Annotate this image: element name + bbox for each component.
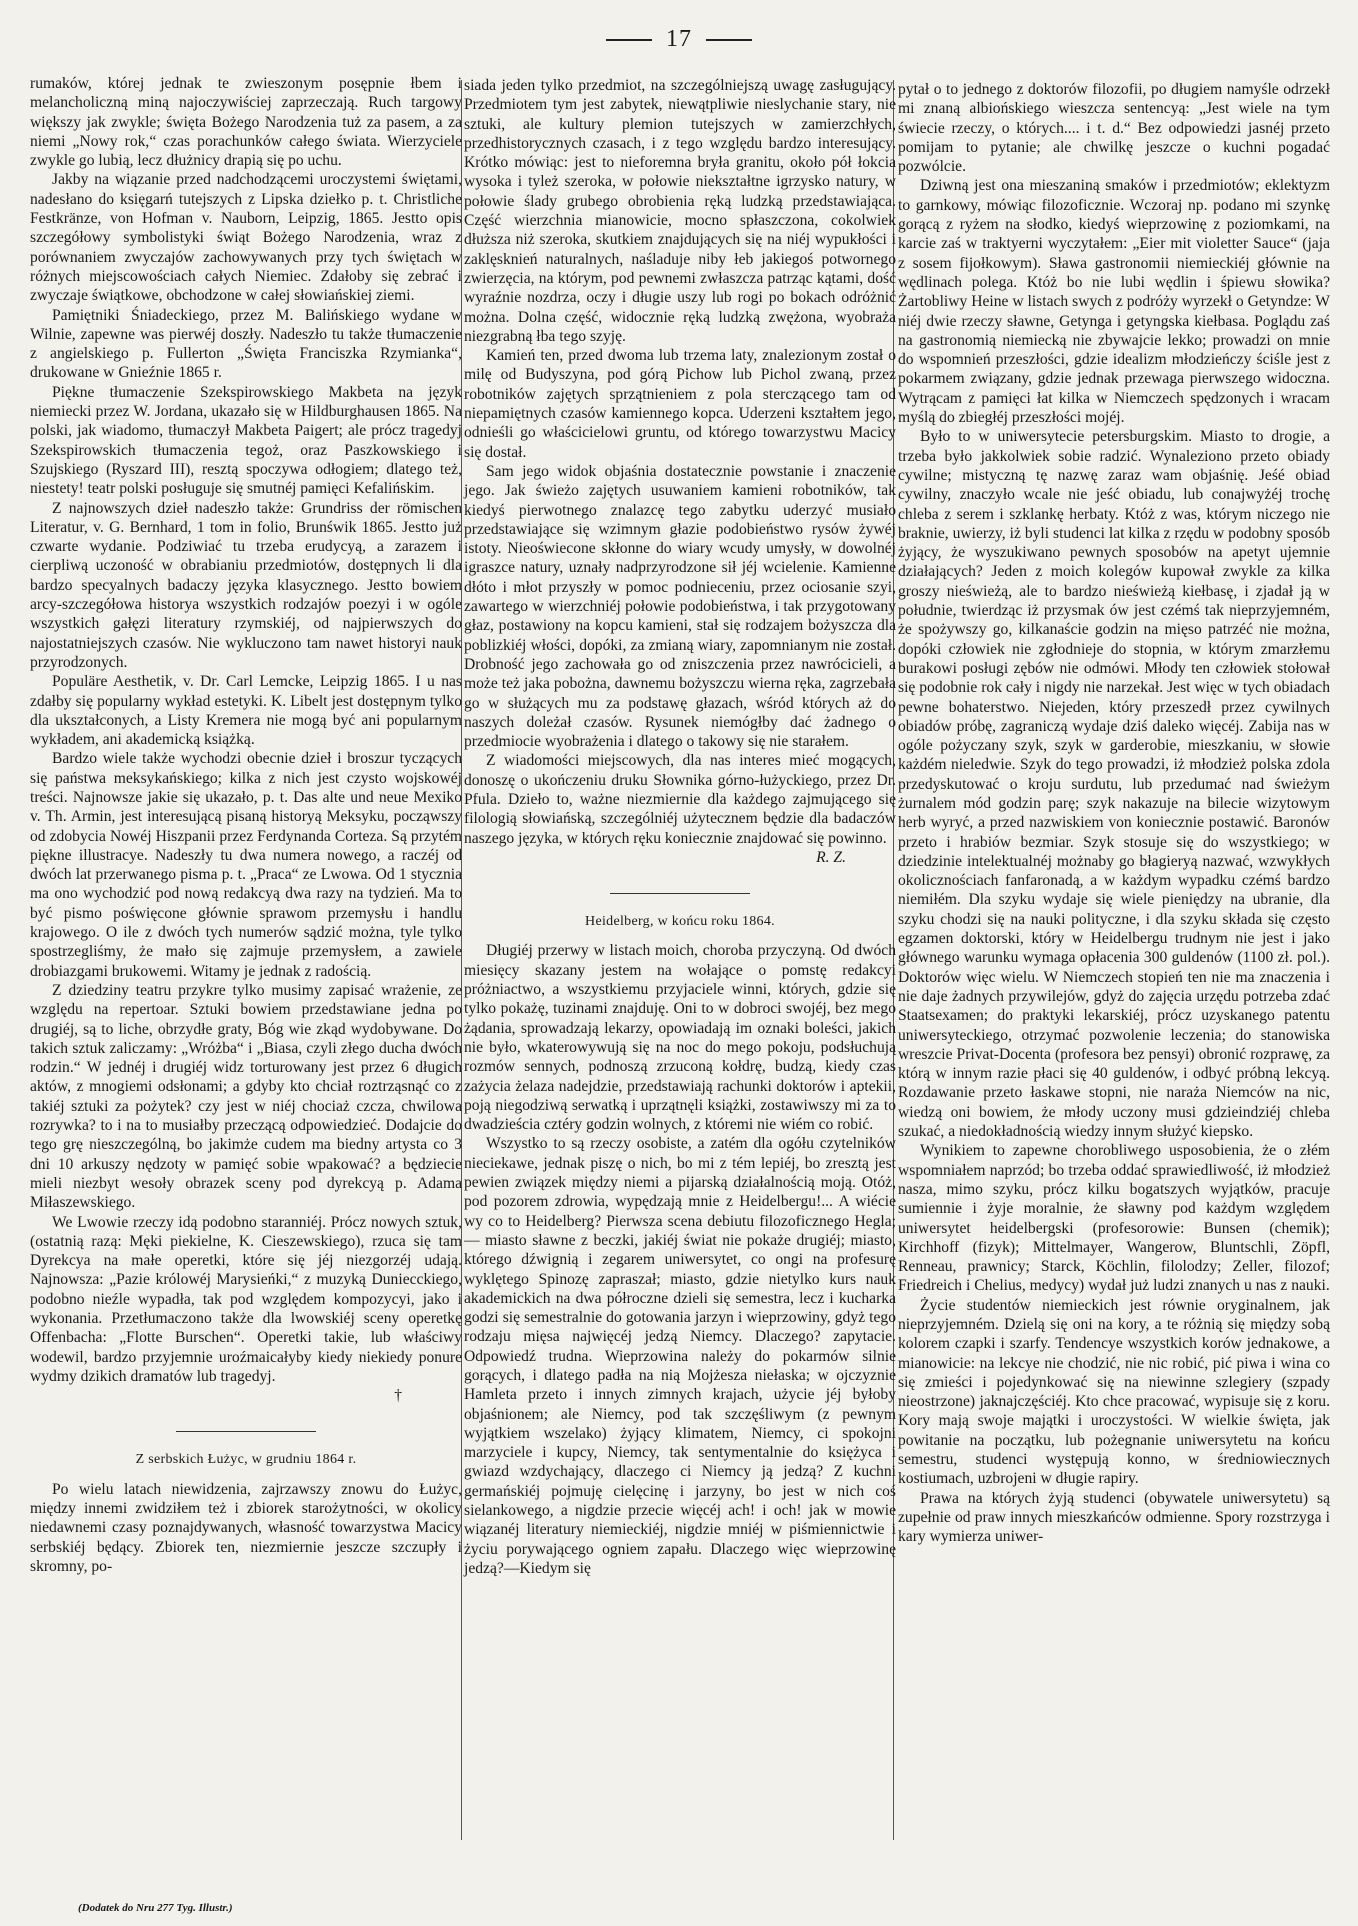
author-signature: R. Z. [816, 848, 846, 866]
page-number-header [0, 26, 1358, 53]
paragraph: siada jeden tylko przedmiot, na szczególniejszą uwagę zasługujący. Przedmiotem tym jest zabytek, niewątpliwie nieslychanie stary, nie sztuki, ale kultury plemion tutejszych w zamierzchłych, przedhistorycznych czasach, i z tego względu bardzo interesujący. Krótko mówiąc: jest to nieforemna bryła granitu, około pół łokcia wysoka i tyleż szeroka, w połowie niekształtne igrzysko natury, w połowie ślady grubego obrobienia ręką ludzką przedstawiająca. Część wierzchnia mianowicie, mocno spłaszczona, cokolwiek dłuższa niż szeroka, skutkiem znajdujących się na niéj wypukłości i zaklęsknień naturalnych, naśladuje niby łeb jakiegoś potwornego zwierzęcia, na którym, pod pewnemi zwłaszcza patrząc kątami, dość wyraźnie nozdrza, oczy i długie uszy lub rogi po bokach odróżnić można. Dolna część, widocznie ręką ludzką zwężona, wyobraża niezgrabną łba tego szyję. [464, 77, 896, 345]
paragraph: Kamień ten, przed dwoma lub trzema laty, znalezionym został o milę od Budyszyna, pod górą Pichow lub Pichol zwaną, przez robotników zajętych sprzątnieniem z pola sterczącego tam od niepamiętnych czasów kamiennego kopca. Uderzeni kształtem jego, odnieśli go właścicielowi gruntu, od którego towarzystwu Macicy się dostał. [464, 347, 896, 461]
paragraph: Bardzo wiele także wychodzi obecnie dzieł i broszur tyczących się państwa meksykańskiego; kilka z nich jest czysto wojskowéj treści. Najnowsze jakie się ukazało, p. t. Das alte und neue Mexiko v. Th. Armin, jest interesującą pisaną historyą Meksyku, począwszy od zdobycia Nowéj Hiszpanii przez Ferdynanda Corteza. Są przytém piękne illustracye. Nadeszły tu dwa numera nowego, a raczéj od dwóch lat przerwanego pisma p. t. „Praca“ ze Lwowa. Od 1 stycznia ma ono wychodzić pod nową redakcyą dwa razy na tydzień. Ma to być pismo poświęcone głównie sprawom przemysłu i handlu krajowego. O ile z dwóch tych numerów sądzić można, tyle tylko spostrzegliśmy, że mało się zajmuje przemysłem, a zawiele drobiazgami brukowemi. Witamy je jednak z radością. [30, 750, 462, 980]
paragraph: Życie studentów niemieckich jest równie oryginalnem, jak nieprzyjemném. Dzielą się oni na kory, a te różnią się między sobą kolorem czapki i szarfy. Tendencye wszystkich korów jednakowe, a mianowicie: na lekcye nie chodzić, nie nic robić, pić piwa i wina co się zmieści i pojedynkować się na niewinne szlegiery (szpady nieostrzone) jaknajczęściéj. Kto chce pracować, wypisuje się z koru. Kory mają swoje majątki i uroczystości. W wielkie święta, jak powitanie na początku, lub pożegnanie uniwersytetu na końcu semestru, studenci występują konno, w średniowiecznych kostiumach, uzbrojeni w długie rapiry. [898, 1296, 1330, 1488]
paragraph: Sam jego widok objaśnia dostatecznie powstanie i znaczenie jego. Jak świeżo zajętych usuwaniem kamieni robotników, tak kiedyś pierwotnego znalazcę tego zabytku uderzyć musiało przedstawiające się wzimnym głazie podobieństwo rysów żywéj istoty. Nieoświecone skłonne do wiary wcudy umysły, w dowolnéj igraszce natury, uznały nadprzyrodzone sił jéj wcielenie. Kamienne dłóto i młot przyszły w pomoc podnieceniu, przez ociosanie szyi, zawartego w wierzchniéj połowie podobieństwa, i tak przygotowany głaz, postawiony na kopcu kamieni, stał się rodzajem bożyszcza dla poblizkiéj włości, dopóki, za zmianą wiary, zapomnianym nie został. Drobność jego zachowała go od zniszczenia przez nawrócicieli, a może też jaka pobożna, dawnemu bożyszczu wierna ręka, zagrzebała go w służących mu za podstawę głazach, wśród których aż do naszych doleżał czasów. Rysunek niemógłby dać żadnego o przedmiocie wyobrażenia i dlatego o takowy się nie starałem. [464, 462, 896, 751]
signature-cross: † [394, 1387, 402, 1405]
column-2 [464, 76, 896, 1578]
paragraph: Z dziedziny teatru przykre tylko musimy zapisać wrażenie, ze względu na repertoar. Sztuki bowiem przedstawiane jedna po drugiéj, są to liche, obrzydłe graty, Bóg wie zkąd wydobywane. Do takich sztuk zaliczamy: „Wróżba“ i „Biasa, czyli złego ducha dwóch rodzin.“ W jednéj i drugiéj widz torturowany jest przez 6 długich aktów, z mnogiemi odsłonami; a gdyby kto chciał roztrząsnąć co z takiéj sztuki za pożytek? czy jest w niéj chociaż czcza, chwilowa rozrywka? to i na to musiałby przeczącą odpowiedzieć. Dodajcie do tego grę nieszczególną, bo jakimże cudem ma biedny artysta co 3 dni 10 arkuszy nędzoty w pamięć sobie wpakować? a będzieciе mieli niezbyt wesoły obrazek sceny pod dyrekcyą p. Adama Miłaszewskiego. [30, 981, 462, 1212]
section-rule [176, 1431, 316, 1432]
paragraph: rumaków, której jednak te zwieszonym posępnie łbem i melancholiczną miną najoczywiściej zaprzeczają. Ruch targowy większy jak zwykle; święta Bożego Narodzenia tuż za pasem, a za niemi „Nowy rok,“ czas porachunków całego świata. Wierzyciele zwykle go lubią, lecz dłużnicy drapią się po uchu. [30, 75, 462, 170]
section-heading: Z serbskich Łużyc, w grudniu 1864 r. [135, 1452, 357, 1468]
column-1 [30, 74, 462, 1576]
paragraph: Po wielu latach niewidzenia, zajrzawszy znowu do Łużyc, między innemi zwidziłem też i zbiorek starożytności, w okolicy niedawnemi czasy poznajdywanych, własność towarzystwa Macicy serbskiéj będący. Zbiorek ten, niezmiernie jeszcze szczupły i skromny, po- [30, 1480, 462, 1575]
paragraph: Z wiadomości miejscowych, dla nas interes mieć mogących, donoszę o ukończeniu druku Słownika górno-łużyckiego, przez Dr. Pfula. Dzieło to, ważne niezmiernie dla każdego zajmującego się filologią słowiańską, szczególniéj użytecznem będzie dla badaczów naszego języka, w których ręku koniecznie znajdować się powinno. [464, 752, 896, 847]
header-rule-left [606, 39, 652, 41]
paragraph: Dziwną jest ona mieszaniną smaków i przedmiotów; eklektyzm to garnkowy, mówiąc filozoficznie. Wczoraj np. podano mi szynkę gorącą z ryżem na słodko, kiedyś wieprzowinę z poziomkami, na karcie zaś w traktyerni wyczytałem: „Eier mit violetter Sauce“ (jaja z sosem fijołkowym). Sława gastronomii niemieckiéj głównie na wędlinach polega. Któż bo nie lubi wędlin i śpiewu słowika? Żartobliwy Heine w listach swych z podróży wyrzekł o Getyndze: W niéj dwie rzeczy sławne, Getynga i getyngska kiełbasa. Poglądu zaś na gastronomią niemiecką nie zbywajcie lekko; prowadzi on mnie do wspomnień przeszłości, gdzie idealizm młodzieńczy ściśle jest z pokarmem związany, gdzie jednak przewaga pierwszego widoczna. Wytrącam z pamięci łat kilka w Niemczech spędzonych i wracam myślą do zbiegłéj przeszłości mojéj. [898, 177, 1330, 427]
section-rule [610, 893, 750, 894]
page-footer-note: (Dodatek do Nru 277 Tyg. Illustr.) [78, 1902, 233, 1914]
paragraph: Z najnowszych dzieł nadeszło także: Grundriss der römischen Literatur, v. G. Bernhard, 1 tom in folio, Brunświk 1865. Jestto już czwarte wydanie. Podziwiać tu trzeba erudycyą, a zarazem i cierpliwą uczoność w obrabianiu przedmiotów, dostępnych li dla bardzo specyalnych badaczy języka klasycznego. Jestto bowiem arcy-szczegółowa historya wszystkich rodzajów poezyi i w ogóle wszystkich gałęzi literatury rzymskiéj, od najpierwszych do najostatniejszych czasów. Nie wykluczono tam nawet historyi nauk przyrodzonych. [30, 499, 462, 671]
paragraph: Pamiętniki Śniadeckiego, przez M. Balińskiego wydane w Wilnie, zapewne was pierwéj doszły. Nadeszło tu także tłumaczenie z angielskiego p. Fullerton „Święta Franciszka Rzymianka“, drukowane w Gnieźnie 1865 r. [30, 306, 462, 382]
section-heading: Heidelberg, w końcu roku 1864. [585, 914, 775, 930]
paragraph: Populäre Aesthetik, v. Dr. Carl Lemcke, Leipzig 1865. I u nas zdałby się popularny wykład estetyki. K. Libelt jest dostępnym tylko dla ukształconych, a Listy Kremera nie mogą być ani popularnym wykładem, ani akademicką książką. [30, 673, 462, 749]
paragraph: pytał o to jednego z doktorów filozofii, po długiem namyśle odrzekł mi znaną albiońskiego wieszcza sentencyą: „Jest wiele na tym świecie rzeczy, o których.... i t. d.“ Bez odpowiedzi jasnéj przeto pomijam to pytanie; ale chwilkę jeszcze o kuchni pogadać pozwólcie. [898, 81, 1330, 176]
paragraph: Wszystko to są rzeczy osobiste, a zatém dla ogółu czytelników nieciekawe, jednak piszę o nich, bo mi z tém lepiéj, bo zresztą jest pewien związek między niemi a pijarską działalnością moją. Otóż, pod pozorem zdrowia, wypędzają mnie z Heidelbergu!... A wiécie wy co to Heidelberg? Pierwsza scena debiutu filozoficznego Hegla; — miasto sławne z beczki, jakiéj świat nie pokaże drugiéj; miasto, którego dźwignią i zegarem uniwersytet, co ongi na profesurę wyklętego Spinozę zapraszał; miasto, gdzie nietylko kurs nauk akademickich na dwa półroczne dzieli się semestra, lecz i kucharka godzi się semestralnie do gotowania jarzyn i wieprzowiny, gdyż tego rodzaju mięsa najwięcéj jedzą Niemcy. Dlaczego? zapytacie. Odpowiedź trudna. Wieprzowina należy do pokarmów silnie gorących, i dlatego padła na nią Mojżesza niełaska; w ojczyznie Hamleta przeto i innych zimnych krajach, użycie jéj byłoby objaśnionem; ale Niemcy, pod tak szczęśliwym (z pewnym wyjątkiem wszelako) żyjący klimatem, Niemcy, ci spokojni marzyciele i kupcy, Niemcy, tak sentymentalnie do księżyca i gwiazd wzdychający, dlaczego ci Niemcy ją jedzą? Z kuchni germańskiéj pojmuję cielęcinę i jarzyny, bo jest w nich coś sielankowego, a nigdzie przecie więcéj ach! i och! jak w mowie wiązanéj literatury niemieckiéj, nigdzie mniéj w piśmiennictwie i życiu porywającego ogniem zapału. Dlaczego więc wieprzowinę jedzą?—Kiedym się [464, 1135, 896, 1577]
header-rule-right [706, 39, 752, 41]
paragraph: We Lwowie rzeczy idą podobno staranniéj. Prócz nowych sztuk, (ostatnią razą: Męki piekielne, K. Cieszewskiego), rzuca się tam Dyrekcya na małe operetki, które się jéj niezgorzéj udają. Najnowsza: „Pazie królowéj Marysieńki,“ z muzyką Duniecckiego, podobno nieźle wypadła, tak pod względem kompozycyi, jako i wykonania. Przetłumaczono także dla lwowskiéj sceny operetkę Offenbacha: „Flotte Burschen“. Operetki takie, lub właściwy wodewil, bardzo przyjemnie uroźmaicałyby kiedy niekiedy ponure wydmy dzikich dramatów lub tragedyj. [30, 1213, 462, 1385]
paragraph: Wynikiem to zapewne chorobliwego usposobienia, że o złém wspomniałem naprzód; bo trzeba oddać sprawiedliwość, iż młodzież nasza, mimo szyku, prócz kilku bogatszych wyjątków, pracuje sumiennie i żyje moralnie, że sławny pod każdym względem uniwersytet heidelbergski (profesorowie: Bunsen (chemik); Kirchhoff (fizyk); Mittelmayer, Wangerow, Bluntschli, Zöpfl, Renneau, prawnicy; Starck, Köchlin, filolodzy; Zeller, filozof; Friedreich i Chelius, medycy) wydał już ludzi znanych u nas z nauki. [898, 1142, 1330, 1295]
paragraph: Piękne tłumaczenie Szekspirowskiego Makbeta na język niemiecki przez W. Jordana, ukazało się w Hildburghausen 1865. Na polski, jak wiadomo, tłumaczył Makbeta Paigert; ale prócz tragedyj Szekspirowskich tłumaczenia tegoż, oraz Paszkowskiego i Szujskiego (Ryszard III), resztą spoczywa odłogiem; dlatego też, niestety! teatr polski posługuje się smutnéj pamięci Kefalińskim. [30, 383, 462, 498]
paragraph: Jakby na wiązanie przed nadchodzącemi uroczystemi świętami, nadesłano do księgarń tutejszych z Lipska dziełko p. t. Christliche Festkränze, von Hofman v. Nauborn, Leipzig, 1865. Jestto opis szczegółowy symbolistyki świąt Bożego Narodzenia, wraz z porównaniem zwyczajów zachowywanych przy tych świętach w różnych miejscowościach całych Niemiec. Zdałoby się zebrać i zwyczaje świątkowe, obchodzone w całej słowiańskiej ziemi. [30, 171, 462, 305]
column-3 [898, 80, 1330, 1547]
paragraph: Długiéj przerwy w listach moich, choroba przyczyną. Od dwóch miesięcy skazany jestem na wołające o pomstę redakcyi próżniactwo, a wszystkiemu przyjaciele winni, których, gdzie się tylko pokażę, tuzinami znajduję. Oni to w dobroci swojéj, bez mego żądania, sprowadzają lekarzy, opowiadają im oznaki boleści, jakich nie było, wkaterowywują się na noc do mego pokoju, podsłuchują rozmów sennych, podnoszą zrzuconą kołdrę, budzą, kiedy czas zażycia żelaza nadejdzie, przedstawiają rachunki doktorów i aptekii, poją niegodziwą serwatką i uprzątnęli książki, zostawiwszy mi za to dwadzieścia cztéry godzin wolnych, z któremi nie wiém co robić. [464, 942, 896, 1134]
page-number: 17 [666, 26, 692, 52]
paragraph: Było to w uniwersytecie petersburgskim. Miasto to drogie, a trzeba było jakkolwiek sobie radzić. Wynaleziono przeto obiady cywilne; mistyczną tę nazwę zaraz wam objaśnię. Jeśé obiad cywilny, znaczyło wcale nie jeść obiadu, lub conajwyżéj trochę chleba z serem i szklankę herbaty. Któż z was, którym niczego nie braknie, uwierzy, iż byli studenci lat kilka z rzędu w podobny sposób żyjący, że wyszukiwano pewnych sposobów na apetyt ujemnie działających? Jeden z moich kolegów kupował zwykle za kilka groszy nieświeżą, ale to bardzo nieświeżą kiełbasę, i zjadał ją w południe, twierdząc iż przysmak ów jest czémś tak nieprzyjemném, że spożywszy go, kilkanaście godzin na mięso patrzéć nie można, dopóki człowiek nie zgłodnieje do stopnia, w którym zmarzłemu burakowi posługi zębów nie odmówi. Młody ten człowiek stołował się podobnie rok cały i nigdy nie narzekał. Jest więc w tych obiadach pewne bohaterstwo. Niejeden, który przeszedł przez cywilnych obiadów próbę, zagraniczą wydaje dziś daleko więcéj. Zabija nas w ogóle pożyczany szyk, szyk w garderobie, mieszkaniu, w słowie każdém nieledwie. Szyk do tego prowadzi, iż młodzież polska zdola przedyskutować o kroju surdutu, lub przedumać nad świeżym żurnalem mód godzin parę; szyk nakazuje na bilecie wizytowym herb wyryć, a przed nazwiskiem von koniecznie postawić. Baronów przeto i hrabiów bezmiar. Szyk stosuje się do wszystkiego; w dziedzinie intelektualnéj możnaby go błagieryą nazwać, wzwykłych okolicznościach fanfaronadą, a w każdym wypadku czémś bardzo niemiłém. Dla szyku wydaje się wiele pieniędzy na ubranie, dla szyku chodzi się na nauki polityczne, i dla szyku składa się często egzamen doktorski, który w Heidelbergu trudnym nie jest i jako głównego warunku wymaga opłacenia 300 guldenów (1100 zł. pol.). Doktorów więc wielu. W Niemczech stopień ten nie ma znaczenia i nie daje żadnych przywilejów, gdyż do zajęcia urzędu potrzeba zdać Staatsexamen; do praktyki lekarskiéj, prócz uzyskanego patentu uniwersyteckiego, otrzymać pozwolenie leczenia; do stanowiska wreszcie Privat-Docenta (profesora bez pensyi) obronić rozprawę, za którą w innym razie płaci się 40 guldenów, i odbyć próbną lekcyą. Rozdawanie przeto łaskawe stopni, nie naraża Niemców na nic, wiedzą oni bowiem, że młody uczony musi gdzieindziéj chleba szukać, a niedokładnością wiedzy innym służyć kiepsko. [898, 428, 1330, 1141]
paragraph: Prawa na których żyją studenci (obywatele uniwersytetu) są zupełnie od praw innych mieszkańców odmienne. Spory rozstrzyga i kary wymierza uniwer- [898, 1489, 1330, 1546]
